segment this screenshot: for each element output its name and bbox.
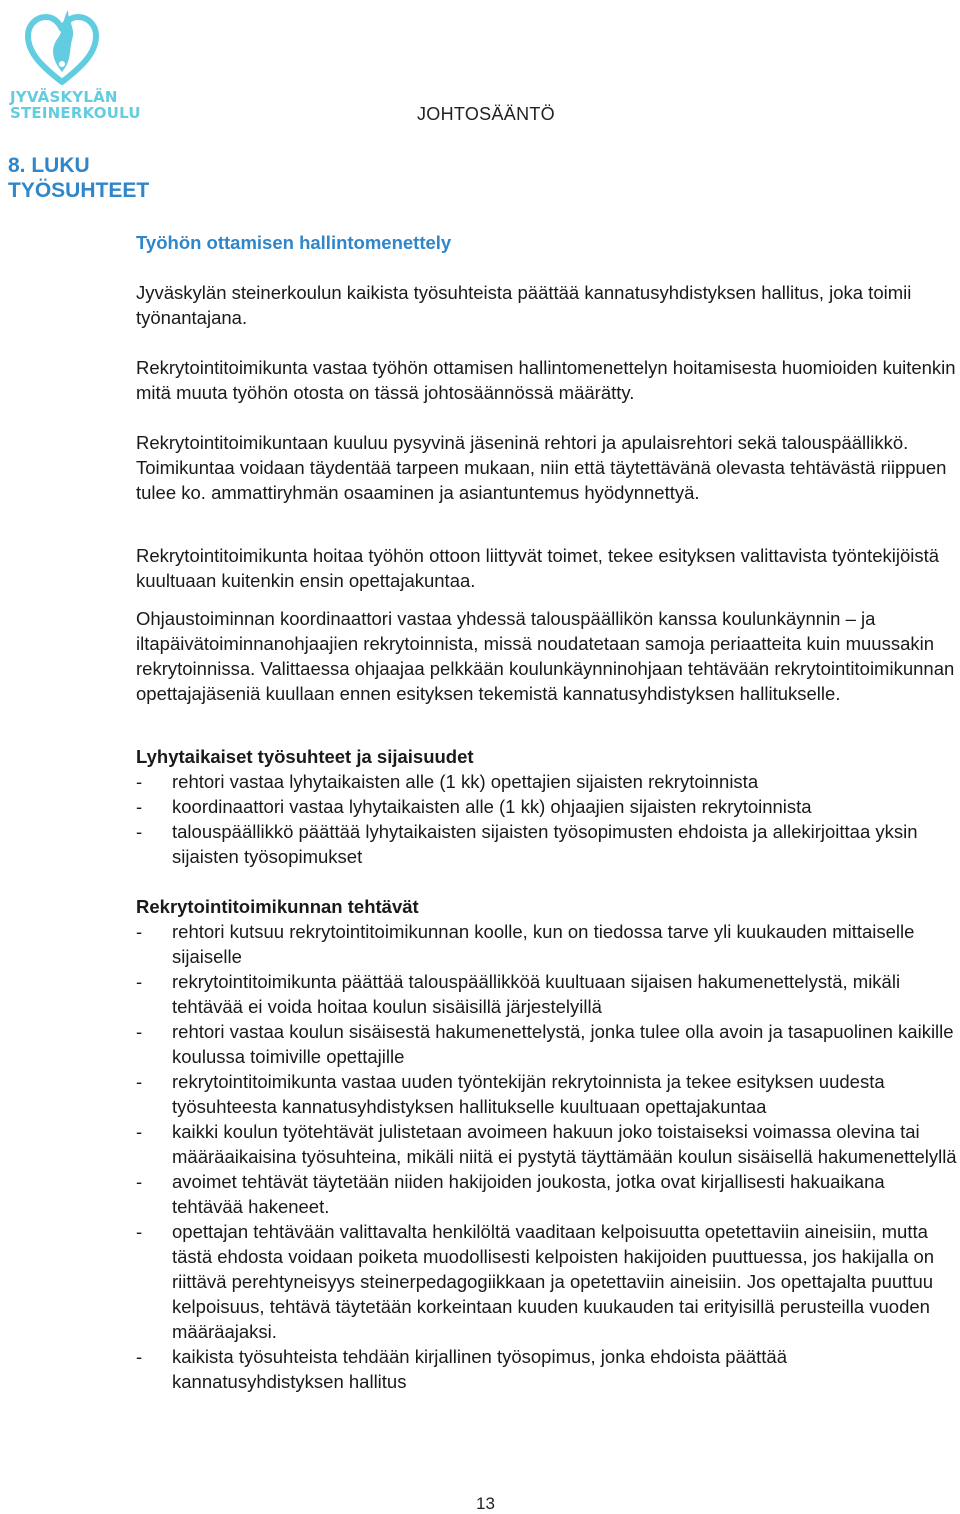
heart-flame-icon bbox=[22, 4, 102, 86]
list-marker: - bbox=[136, 796, 143, 817]
list-item: - avoimet tehtävät täytetään niiden hakijoiden joukosta, jotka ovat kirjallisesti hakuaikana tehtävää hakeneet. bbox=[136, 1171, 885, 1217]
list-item: - rehtori kutsuu rekrytointitoimikunnan koolle, kun on tiedossa tarve yli kuukauden mittaiselle sijaiselle bbox=[136, 921, 915, 967]
section-title-hiring: Työhön ottamisen hallintomenettely bbox=[136, 232, 452, 253]
chapter-title: TYÖSUHTEET bbox=[8, 179, 150, 202]
list-item: - kaikista työsuhteista tehdään kirjallinen työsopimus, jonka ehdoista päättää kannatusyhdistyksen hallitus bbox=[136, 1346, 787, 1392]
logo-text-line1: JYVÄSKYLÄN bbox=[10, 88, 118, 106]
logo-text-line2: STEINERKOULU bbox=[10, 104, 141, 122]
list-item: - opettajan tehtävään valittavalta henkilöltä vaaditaan kelpoisuutta opetettaviin aineisiin, mutta tästä ehdosta voidaan poiketa muodollisesti kelpoisten hakijoiden puuttuessa, jos hakijalla on riittävä perehtyneisyys steinerpedagogiikkaan ja opetettaviin aineisiin. Jos opettajalta puuttuu kelpoisuus, tehtävä täytetään korkeintaan kuuden kuukauden tai erityisillä perusteilla vuoden määräajaksi. bbox=[136, 1221, 935, 1342]
list-item: - rehtori vastaa lyhytaikaisten alle (1 kk) opettajien sijaisten rekrytoinnista bbox=[136, 771, 759, 792]
short-term-list bbox=[136, 769, 958, 869]
committee-tasks-list bbox=[136, 919, 958, 1394]
paragraph: Rekrytointitoimikunta hoitaa työhön ottoon liittyvät toimet, tekee esityksen valittavista työntekijöistä kuultuaan kuitenkin ensin opettajakuntaa. bbox=[136, 545, 940, 591]
list-marker: - bbox=[136, 1021, 143, 1042]
list-marker: - bbox=[136, 921, 143, 942]
section-title-short-term: Lyhytaikaiset työsuhteet ja sijaisuudet bbox=[136, 746, 474, 767]
chapter-heading bbox=[8, 153, 149, 203]
list-item: - koordinaattori vastaa lyhytaikaisten alle (1 kk) ohjaajien sijaisten rekrytoinnista bbox=[136, 796, 812, 817]
list-item: - rekrytointitoimikunta päättää talouspäällikköä kuultuaan sijaisen hakumenettelystä, mikäli tehtävää ei voida hoitaa koulun sisäisillä järjestelyillä bbox=[136, 971, 901, 1017]
list-item: - rekrytointitoimikunta vastaa uuden työntekijän rekrytoinnista ja tekee esityksen uudesta työsuhteesta kannatusyhdistyksen hallitukselle kuultuaan opettajakuntaa bbox=[136, 1071, 885, 1117]
list-marker: - bbox=[136, 771, 143, 792]
paragraph: Jyväskylän steinerkoulun kaikista työsuhteista päättää kannatusyhdistyksen hallitus, joka toimii työnantajana. bbox=[136, 282, 912, 328]
list-item: - kaikki koulun työtehtävät julistetaan avoimeen hakuun joko toistaiseksi voimassa olevina tai määräaikaisina työsuhteina, mikäli niitä ei pystytä täyttämään koulun sisäisellä hakumenettelyllä bbox=[136, 1121, 957, 1167]
list-marker: - bbox=[136, 971, 143, 992]
list-item: - talouspäällikkö päättää lyhytaikaisten sijaisten työsopimusten ehdoista ja allekirjoittaa yksin sijaisten työsopimukset bbox=[136, 821, 918, 867]
list-marker: - bbox=[136, 1071, 143, 1092]
paragraph: Ohjaustoiminnan koordinaattori vastaa yhdessä talouspäällikön kanssa koulunkäynnin – ja iltapäivätoiminnanohjaajien rekrytoinnista, missä noudatetaan samoja periaatteita kuin muussakin rekrytoinnissa. Valittaessa ohjaajaa pelkkään koulunkäynninohjaan tehtävään rekrytointitoimikunnan opettajajäseniä kuullaan ennen esityksen tekemistä kannatusyhdistyksen hallitukselle. bbox=[136, 608, 955, 704]
document-header-title: JOHTOSÄÄNTÖ bbox=[417, 104, 555, 124]
list-marker: - bbox=[136, 1171, 143, 1192]
list-item: - rehtori vastaa koulun sisäisestä hakumenettelystä, jonka tulee olla avoin ja tasapuolinen kaikille koulussa toimiville opettajille bbox=[136, 1021, 954, 1067]
document-body bbox=[136, 230, 958, 1394]
school-logo bbox=[8, 4, 141, 124]
list-marker: - bbox=[136, 1221, 143, 1242]
list-marker: - bbox=[136, 1346, 143, 1367]
list-marker: - bbox=[136, 1121, 143, 1142]
paragraph: Rekrytointitoimikuntaan kuuluu pysyvinä jäseninä rehtori ja apulaisrehtori sekä talouspäällikkö. Toimikuntaa voidaan täydentää tarpeen mukaan, niin että täytettävänä olevasta tehtävästä riippuen tulee ko. ammattiryhmän osaaminen ja asiantuntemus hyödynnettyä. bbox=[136, 432, 947, 503]
paragraph: Rekrytointitoimikunta vastaa työhön ottamisen hallintomenettelyn hoitamisesta huomioiden kuitenkin mitä muuta työhön otosta on tässä johtosäännössä määrätty. bbox=[136, 357, 956, 403]
list-marker: - bbox=[136, 821, 143, 842]
section-title-committee-tasks: Rekrytointitoimikunnan tehtävät bbox=[136, 896, 419, 917]
page-number: 13 bbox=[476, 1494, 495, 1513]
chapter-number: 8. LUKU bbox=[8, 154, 90, 177]
